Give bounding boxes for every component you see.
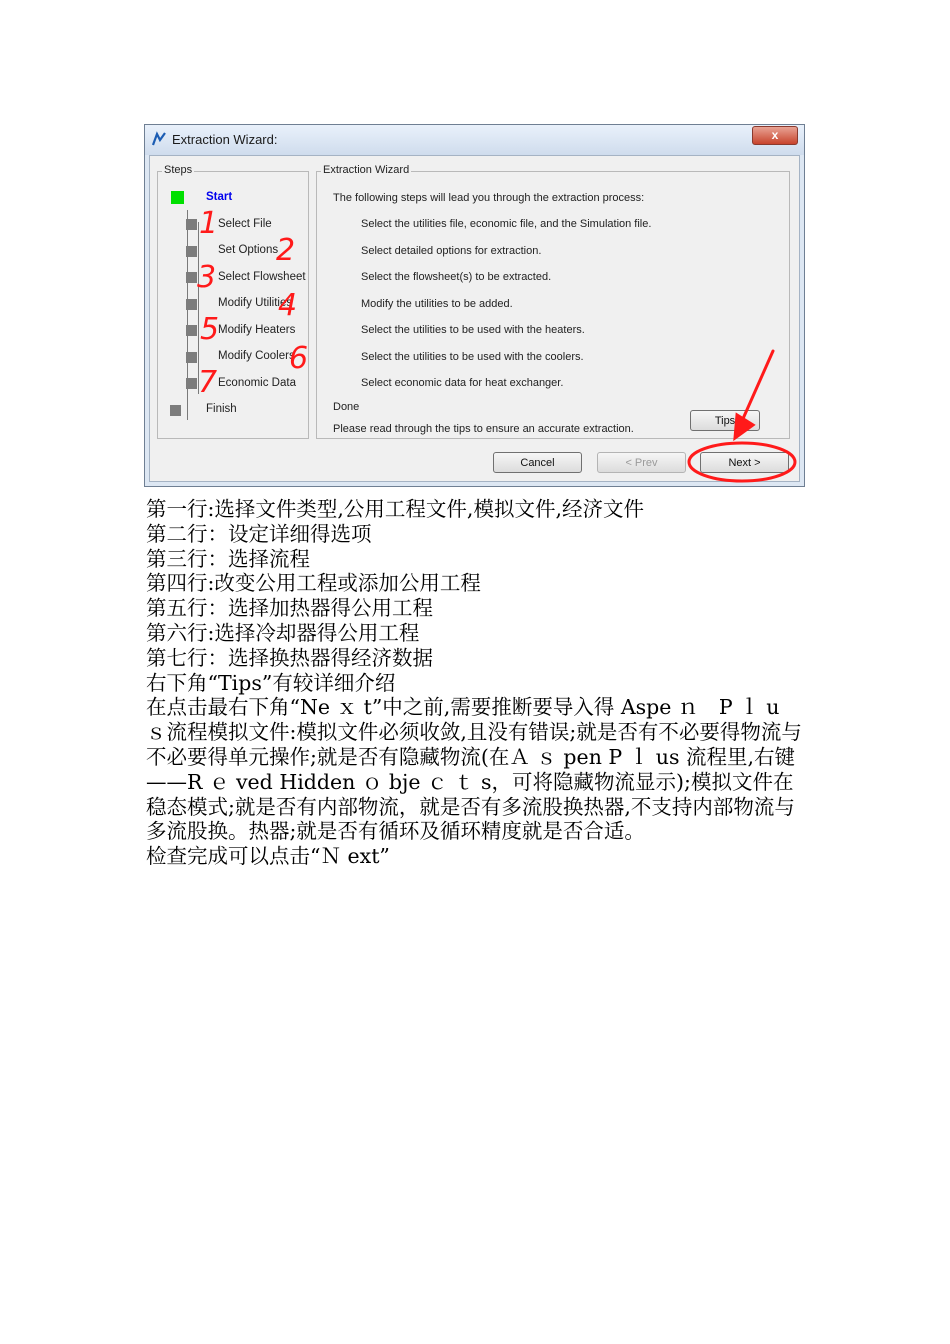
document-text xyxy=(146,497,806,869)
next-button[interactable]: Next > xyxy=(700,452,789,473)
step-node xyxy=(186,352,197,363)
step-node xyxy=(186,325,197,336)
wizard-intro: The following steps will lead you through the extraction process: xyxy=(333,192,645,204)
close-button[interactable]: x xyxy=(752,126,798,145)
step-description: Select detailed options for extraction. xyxy=(361,245,542,257)
step-node xyxy=(186,219,197,230)
annotation-number: 2 xyxy=(276,233,296,268)
step-node xyxy=(186,272,197,283)
annotation-number: 7 xyxy=(198,365,218,400)
step-modify-utilities[interactable]: Modify Utilities xyxy=(218,297,293,309)
paragraph: 检查完成可以点击“Ｎ ext” xyxy=(146,844,390,869)
step-description: Select economic data for heat exchanger. xyxy=(361,377,564,389)
step-economic-data[interactable]: Economic Data xyxy=(218,377,296,389)
step-modify-heaters[interactable]: Modify Heaters xyxy=(218,324,296,336)
step-description: Select the utilities to be used with the heaters. xyxy=(361,324,585,336)
step-description: Select the utilities to be used with the coolers. xyxy=(361,351,584,363)
annotation-number: 6 xyxy=(289,341,309,376)
step-select-flowsheet[interactable]: Select Flowsheet xyxy=(218,271,306,283)
steps-group xyxy=(157,164,309,439)
wizard-group xyxy=(316,164,790,439)
step-node-start xyxy=(171,191,184,204)
title-bar xyxy=(145,125,804,155)
step-select-file[interactable]: Select File xyxy=(218,218,272,230)
paragraph: 在点击最右下角“Ne ｘ t”中之前,需要推断要导入得 Aspe ｎ P ｌ u ｓ流程模拟文件:模拟文件必须收敛,且没有错误;就是否有不必要得物流与不必要得单元操作;就是否有隐藏物流(在Ａ ｓ pen P ｌ us 流程里,右键——R ｅ ved Hidden ｏ bje ｃ ｔ s，可将隐藏物流显示);模拟文件在稳态模式;就是否有内部物流，就是否有多流股换热器,不支持内部物流与多流股换。热器;就是否有循环及循环精度就是否合适。 xyxy=(146,695,802,844)
paragraph: 右下角“Tips”有较详细介绍 xyxy=(146,670,396,695)
annotation-number: 3 xyxy=(197,260,217,295)
step-node xyxy=(186,246,197,257)
window-title: Extraction Wizard: xyxy=(172,132,278,147)
annotation-number: 5 xyxy=(200,312,220,347)
step-node xyxy=(170,405,181,416)
step-description: Modify the utilities to be added. xyxy=(361,298,513,310)
tree-line xyxy=(198,222,199,394)
prev-button[interactable]: < Prev xyxy=(597,452,686,473)
paragraph: 第五行：选择加热器得公用工程 xyxy=(146,596,433,621)
extraction-wizard-screenshot xyxy=(144,124,805,487)
app-icon xyxy=(151,131,167,147)
step-set-options[interactable]: Set Options xyxy=(218,244,279,256)
paragraph: 第七行：选择换热器得经济数据 xyxy=(146,645,433,670)
cancel-button[interactable]: Cancel xyxy=(493,452,582,473)
paragraph: 第一行:选择文件类型,公用工程文件,模拟文件,经济文件 xyxy=(146,497,644,521)
step-description: Select the flowsheet(s) to be extracted. xyxy=(361,271,552,283)
step-modify-coolers[interactable]: Modify Coolers xyxy=(218,350,295,362)
step-finish[interactable]: Finish xyxy=(206,403,237,415)
tips-button[interactable]: Tips xyxy=(690,410,760,431)
step-start[interactable]: Start xyxy=(206,191,233,203)
tips-note: Please read through the tips to ensure an accurate extraction. xyxy=(333,423,634,435)
paragraph: 第二行：设定详细得选项 xyxy=(146,521,372,546)
step-node xyxy=(186,299,197,310)
paragraph: 第三行：选择流程 xyxy=(146,546,310,571)
paragraph: 第六行:选择冷却器得公用工程 xyxy=(146,620,420,645)
step-node xyxy=(186,378,197,389)
annotation-number: 4 xyxy=(278,288,298,323)
done-label: Done xyxy=(333,401,360,413)
paragraph: 第四行:改变公用工程或添加公用工程 xyxy=(146,571,481,596)
wizard-group-label: Extraction Wizard xyxy=(323,164,410,176)
annotation-number: 1 xyxy=(199,206,219,241)
steps-group-label: Steps xyxy=(164,164,193,176)
step-description: Select the utilities file, economic file, and the Simulation file. xyxy=(361,218,652,230)
dialog-client-area xyxy=(149,155,800,482)
